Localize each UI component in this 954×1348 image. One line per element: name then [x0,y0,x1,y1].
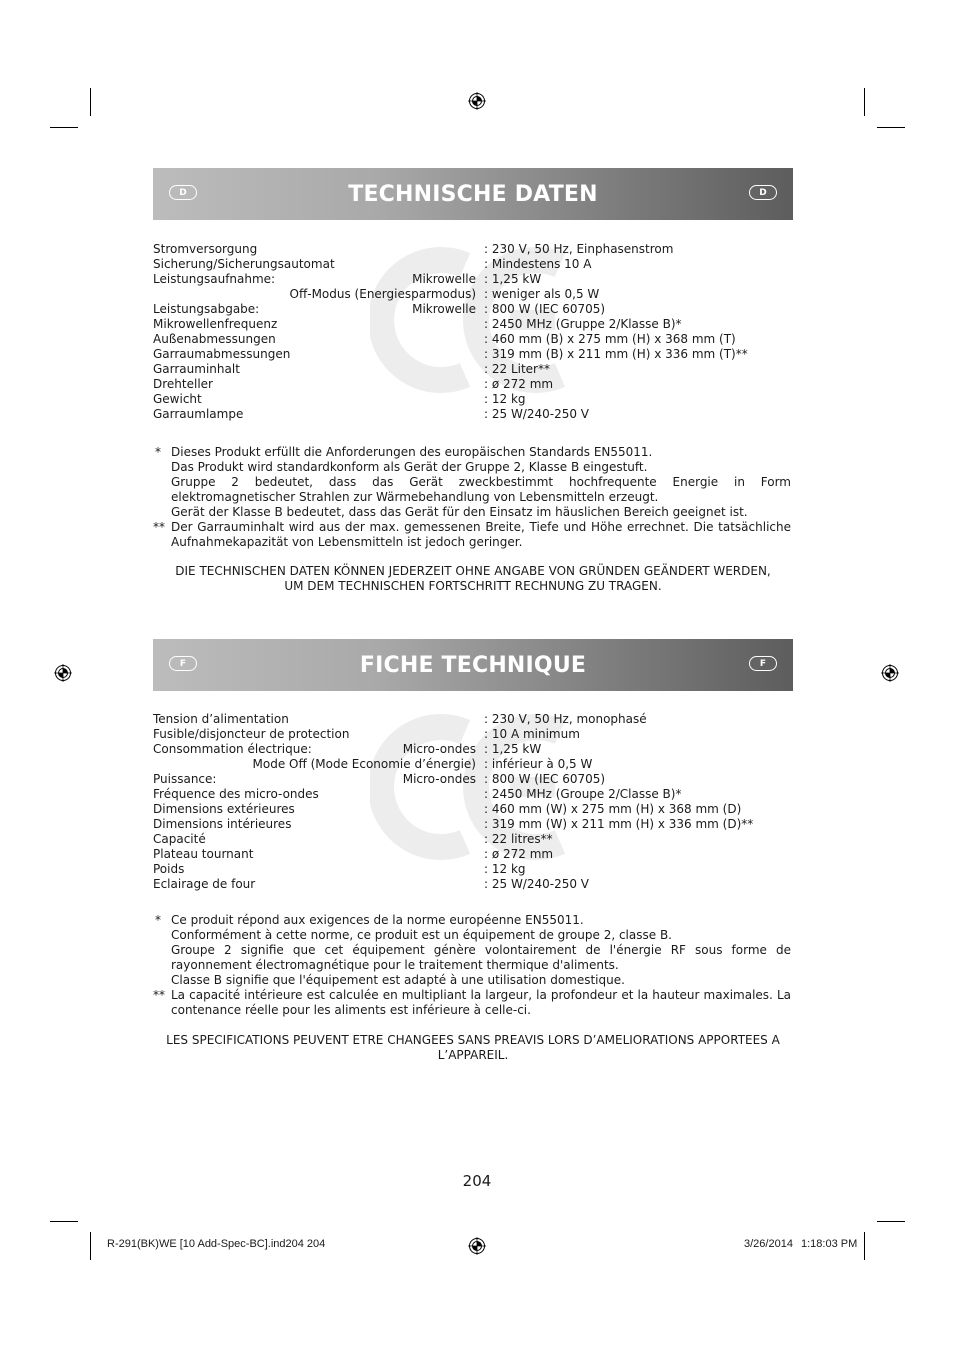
footnote-line: Gerät der Klasse B bedeutet, dass das Gerät für den Einsatz im häuslichen Bereich geeignet ist. [171,505,748,519]
spec-row [153,317,793,332]
spec-value: : 22 Liter** [484,362,550,376]
footnote-line: Classe B signifie que l'équipement est adapté à une utilisation domestique. [171,973,625,987]
spec-row [153,727,793,742]
footnote-marker: ** [153,520,165,534]
spec-value: : ø 272 mm [484,377,554,391]
spec-value: : 800 W (IEC 60705) [484,302,606,316]
spec-label: Fusible/disjoncteur de protection [153,727,350,741]
language-badge: F [749,656,777,671]
spec-row [153,332,793,347]
spec-sublabel: Mode Off (Mode Economie d’énergie) [252,757,476,771]
spec-value: : 319 mm (B) x 211 mm (H) x 336 mm (T)** [484,347,748,361]
spec-row [153,287,793,302]
footnotes-de [153,445,791,550]
spec-row [153,712,793,727]
language-badge: D [169,185,197,200]
spec-row [153,272,793,287]
spec-value: : 22 litres** [484,832,553,846]
footnote-marker: * [155,913,161,927]
crop-mark [877,1221,905,1222]
crop-mark [877,127,905,128]
footnote-line: Conformément à cette norme, ce produit est un équipement de groupe 2, classe B. [171,928,672,942]
spec-row [153,257,793,272]
section-title: TECHNISCHE DATEN [348,181,598,207]
disclaimer-fr [153,1033,793,1063]
language-badge: D [749,185,777,200]
footnote-text: Der Garrauminhalt wird aus der max. gemessenen Breite, Tiefe und Höhe errechnet. Die tatsächliche Aufnahmekapazität von Lebensmitteln ist jedoch geringer. [171,520,791,549]
spec-value: : 319 mm (W) x 211 mm (H) x 336 mm (D)** [484,817,754,831]
spec-value: : 2450 MHz (Gruppe 2/Klasse B)* [484,317,682,331]
footnote-line: Gruppe 2 bedeutet, dass das Gerät zweckbestimmt hochfrequente Energie in Form elektromagnetischer Strahlen zur Wärmebehandlung von Lebensmitteln erzeugt. [171,475,791,504]
spec-value: : Mindestens 10 A [484,257,592,271]
spec-row [153,392,793,407]
spec-value: : 230 V, 50 Hz, monophasé [484,712,647,726]
spec-row [153,847,793,862]
spec-row [153,347,793,362]
spec-value: : 12 kg [484,862,526,876]
spec-table-de [153,242,793,422]
page-number: 204 [462,1172,492,1190]
spec-sublabel: Off-Modus (Energiesparmodus) [289,287,476,301]
disclaimer-de [153,564,793,594]
spec-value: : 230 V, 50 Hz, Einphasenstrom [484,242,674,256]
spec-label: Poids [153,862,185,876]
spec-row [153,757,793,772]
spec-label: Drehteller [153,377,213,391]
spec-table-fr [153,712,793,892]
spec-value: : weniger als 0,5 W [484,287,600,301]
crop-mark [50,1221,78,1222]
section-banner-de [153,168,793,220]
spec-label: Dimensions extérieures [153,802,295,816]
spec-label: Tension d’alimentation [153,712,289,726]
section-title: FICHE TECHNIQUE [359,652,587,678]
spec-sublabel: Mikrowelle [412,302,476,316]
spec-label: Leistungsaufnahme: [153,272,276,286]
spec-value: : 25 W/240-250 V [484,877,590,891]
spec-label: Fréquence des micro-ondes [153,787,319,801]
spec-value: : 460 mm (W) x 275 mm (H) x 368 mm (D) [484,802,742,816]
spec-row [153,302,793,317]
spec-row [153,817,793,832]
footnote [153,520,791,550]
language-badge: F [169,656,197,671]
spec-label: Garrauminhalt [153,362,240,376]
spec-sublabel: Micro-ondes [402,772,476,786]
footnote-line: Ce produit répond aux exigences de la norme européenne EN55011. [171,913,584,927]
spec-label: Puissance: [153,772,217,786]
spec-row [153,862,793,877]
footnote [153,913,791,988]
spec-value: : 800 W (IEC 60705) [484,772,606,786]
disclaimer-line: UM DEM TECHNISCHEN FORTSCHRITT RECHNUNG ZU TRAGEN. [284,579,662,593]
spec-label: Garraumabmessungen [153,347,291,361]
spec-sublabel: Mikrowelle [412,272,476,286]
spec-value: : 460 mm (B) x 275 mm (H) x 368 mm (T) [484,332,736,346]
spec-value: : 25 W/240-250 V [484,407,590,421]
crop-mark [864,1232,865,1260]
footnote-text: La capacité intérieure est calculée en multipliant la largeur, la profondeur et la hauteur maximales. La contenance réelle pour les aliments est inférieure à celle-ci. [171,988,791,1017]
crop-mark [90,1232,91,1260]
spec-label: Mikrowellenfrequenz [153,317,278,331]
spec-label: Gewicht [153,392,202,406]
disclaimer-line: LES SPECIFICATIONS PEUVENT ETRE CHANGEES SANS PREAVIS LORS D’AMELIORATIONS APPORTEES A [166,1033,780,1047]
spec-row [153,377,793,392]
spec-row [153,772,793,787]
disclaimer-line: L’APPAREIL. [437,1048,509,1062]
spec-label: Leistungsabgabe: [153,302,260,316]
spec-row [153,242,793,257]
spec-label: Sicherung/Sicherungsautomat [153,257,335,271]
registration-mark-icon [881,664,899,682]
spec-row [153,787,793,802]
spec-value: : 1,25 kW [484,742,542,756]
registration-mark-icon [54,664,72,682]
spec-row [153,362,793,377]
spec-value: : ø 272 mm [484,847,554,861]
spec-row [153,407,793,422]
spec-label: Dimensions intérieures [153,817,292,831]
footnote [153,988,791,1018]
spec-label: Consommation électrique: [153,742,312,756]
footnote-line: Dieses Produkt erfüllt die Anforderungen des europäischen Standards EN55011. [171,445,653,459]
registration-mark-icon [468,92,486,110]
spec-label: Plateau tournant [153,847,254,861]
spec-label: Eclairage de four [153,877,256,891]
spec-row [153,877,793,892]
crop-mark [50,127,78,128]
spec-label: Garraumlampe [153,407,244,421]
spec-sublabel: Micro-ondes [402,742,476,756]
spec-value: : inférieur à 0,5 W [484,757,593,771]
spec-label: Capacité [153,832,206,846]
spec-value: : 10 A minimum [484,727,580,741]
footnotes-fr [153,913,791,1018]
footer-file: R-291(BK)WE [10 Add-Spec-BC].ind204 204 [107,1238,326,1250]
footer-date: 3/26/2014 [744,1238,793,1250]
footnote-line: Das Produkt wird standardkonform als Gerät der Gruppe 2, Klasse B eingestuft. [171,460,648,474]
spec-value: : 1,25 kW [484,272,542,286]
spec-row [153,802,793,817]
spec-row [153,742,793,757]
footnote [153,445,791,520]
spec-value: : 2450 MHz (Groupe 2/Classe B)* [484,787,682,801]
crop-mark [90,88,91,116]
spec-label: Stromversorgung [153,242,258,256]
registration-mark-icon [468,1237,486,1255]
disclaimer-line: DIE TECHNISCHEN DATEN KÖNNEN JEDERZEIT OHNE ANGABE VON GRÜNDEN GEÄNDERT WERDEN, [175,564,771,578]
footnote-marker: * [155,445,161,459]
crop-mark [864,88,865,116]
footer-time: 1:18:03 PM [801,1238,858,1250]
spec-value: : 12 kg [484,392,526,406]
footnote-line: Groupe 2 signifie que cet équipement génère volontairement de l'énergie RF sous forme de rayonnement électromagnétique pour le traitement thermique d'aliments. [171,943,791,972]
spec-row [153,832,793,847]
spec-label: Außenabmessungen [153,332,276,346]
footnote-marker: ** [153,988,165,1002]
section-banner-fr [153,639,793,691]
